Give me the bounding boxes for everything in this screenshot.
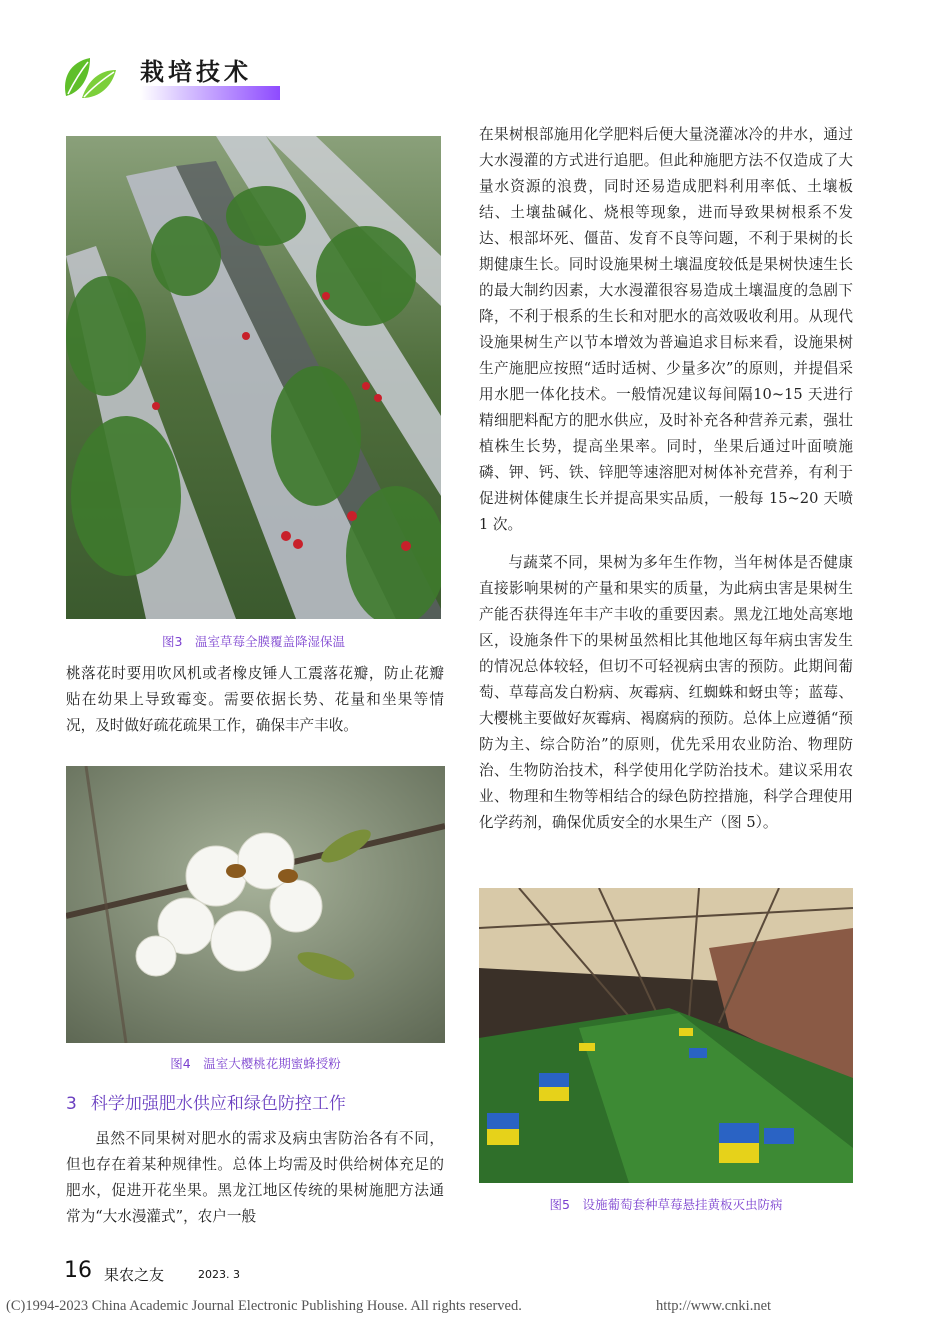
journal-name: 果农之友 [104, 1266, 165, 1284]
page-number: 16 [64, 1258, 92, 1283]
section-title: 栽培技术 [140, 58, 252, 86]
journal-issue: 2023. 3 [198, 1268, 240, 1281]
section3-title: 科学加强肥水供应和绿色防控工作 [90, 1094, 346, 1114]
section3-heading [66, 1089, 346, 1114]
figure4-photo [66, 766, 445, 1043]
right-paragraph-1: 在果树根部施用化学肥料后便大量浇灌冰冷的井水，通过大水漫灌的方式进行追肥。但此种施肥方法不仅造成了大量水资源的浪费，同时还易造成肥料利用率低、土壤板结、土壤盐碱化、烧根等现象，进而导致果树根系不发达、根部坏死、僵苗、发育不良等问题，不利于果树的长期健康生长。同时设施果树土壤温度较低是果树快速生长的最大制约因素，大水漫灌很容易造成土壤温度的急剧下降，不利于根系的生长和对肥水的高效吸收利用。从现代设施果树生产以节本增效为普遍追求目标来看，设施果树生产施肥应按照“适时适树、少量多次”的原则，并提倡采用水肥一体化技术。一般情况建议每间隔10~15 天进行精细肥料配方的肥水供应，及时补充各种营养元素，强壮植株生长势，提高坐果率。同时，坐果后通过叶面喷施磷、钾、钙、铁、锌肥等速溶肥对树体补充营养，有利于促进树体健康生长并提高果实品质，一般每 15~20 天喷 1 次。 [479, 126, 853, 533]
title-underline-bar [140, 86, 280, 100]
figure4-caption: 图4 温室大樱桃花期蜜蜂授粉 [170, 1056, 341, 1071]
left-paragraph-top: 桃落花时要用吹风机或者橡皮锤人工震落花瓣，防止花瓣贴在幼果上导致霉变。需要依据长势、花量和坐果等情况，及时做好疏花疏果工作，确保丰产丰收。 [66, 665, 444, 734]
website-link[interactable]: http://www.cnki.net [656, 1298, 772, 1314]
figure3-photo [66, 136, 441, 619]
copyright-notice: (C)1994-2023 China Academic Journal Electronic Publishing House. All rights reserved. [6, 1298, 522, 1314]
section3-number: 3 [66, 1094, 77, 1114]
right-paragraph-2: 与蔬菜不同，果树为多年生作物，当年树体是否健康直接影响果树的产量和果实的质量，为此病虫害是果树生产能否获得连年丰产丰收的重要因素。黑龙江地处高寒地区，设施条件下的果树虽然相比其他地区每年病虫害发生的情况总体较轻，但切不可轻视病虫害的预防。此期间葡萄、草莓高发白粉病、灰霉病、红蜘蛛和蚜虫等；蓝莓、大樱桃主要做好灰霉病、褐腐病的预防。总体上应遵循“预防为主、综合防治”的原则，优先采用农业防治、物理防治、生物防治技术，科学使用化学防治技术。建议采用农业、物理和生物等相结合的绿色防控措施，科学合理使用化学药剂，确保优质安全的水果生产（图 5）。 [479, 554, 853, 831]
left-paragraph-bottom: 虽然不同果树对肥水的需求及病虫害防治各有不同，但也存在着某种规律性。总体上均需及时供给树体充足的肥水，促进开花坐果。黑龙江地区传统的果树施肥方法通常为“大水漫灌式”，农户一般 [66, 1130, 444, 1225]
figure3-caption: 图3 温室草莓全膜覆盖降湿保温 [162, 634, 345, 649]
figure5-caption: 图5 设施葡萄套种草莓悬挂黄板灭虫防病 [549, 1197, 783, 1212]
leaf-logo-icon [60, 52, 118, 102]
figure5-photo [479, 888, 853, 1183]
